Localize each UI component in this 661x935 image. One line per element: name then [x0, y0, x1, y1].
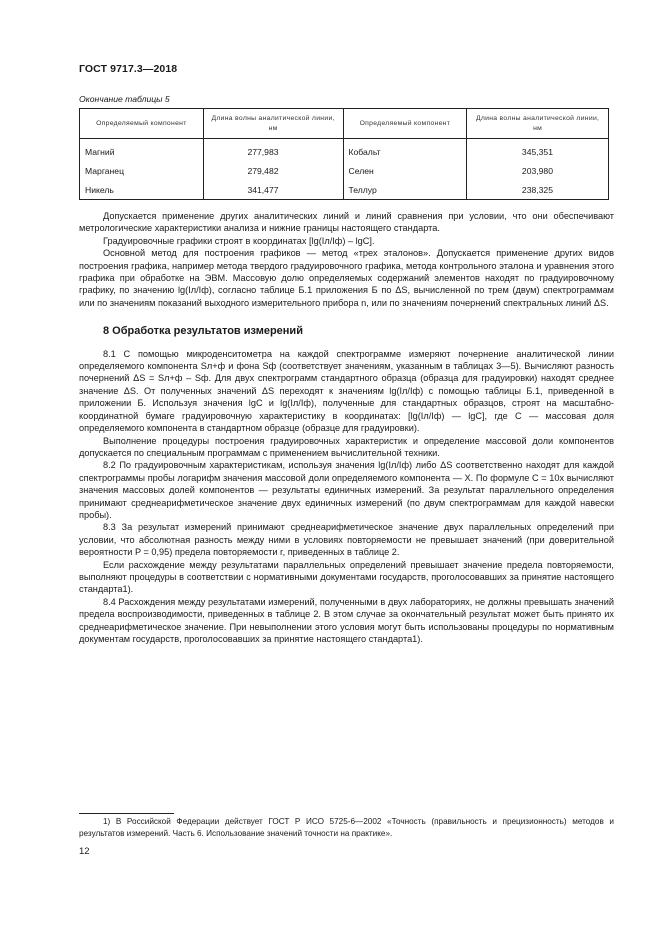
paragraph: Допускается применение других аналитических линий и линий сравнения при условии, что они обеспечивают метрологические характеристики анализа и нижние границы настоящего стандарта.: [79, 211, 614, 234]
table-header-cell: Длина волны аналитической линии, нм: [467, 109, 609, 139]
footnote-divider: [79, 813, 174, 814]
paragraph: Градуировочные графики строят в координатах [lg(Iл/Iф) – lgC].: [103, 235, 375, 246]
document-header: ГОСТ 9717.3—2018: [79, 63, 178, 75]
table-cell: Селен: [343, 161, 467, 180]
table-cell: 341,477: [203, 180, 343, 200]
table-cell: Кобальт: [343, 139, 467, 162]
table-header-cell: Определяемый компонент: [343, 109, 467, 139]
paragraph: 8.2 По градуировочным характеристикам, используя значения lg(Iл/Iф) либо ΔS соответственно находят для каждой спектрограммы пробы логарифм значения массовой доли определяемого компонента — X. По формуле C = 10x вычисляют значения массовых долей компонентов — результаты единичных измерений. За результат параллельного определения принимают среднеарифметическое значение двух единичных измерений (по двум спектрограммам для каждой навески пробы).: [79, 460, 614, 520]
table-header-cell: Длина волны аналитической линии, нм: [203, 109, 343, 139]
paragraph: 8.1 С помощью микроденситометра на каждой спектрограмме измеряют почернение аналитической линии определяемого компонента Sл+ф и фона Sф (соответствует значениям, указанным в таблицах 3—5). Вычисляют разность почернений ΔS = Sл+ф – Sф. Для двух спектрограмм стандартного образца (образца для градуировки) находят среднее значение ΔS. От полученных значений ΔS переходят к значениям lg(Iл/Iф) с помощью таблицы Б.1, приведенной в приложении Б. Используя значения lgC и lg(Iл/Iф), полученные для стандартных образцов, строят на масштабно-координатной бумаге градуировочную характеристику в координатах: [lg(Iл/Iф) — lgC], где C — массовая доля определяемого компонента в стандартном образце (образце для градуировки).: [79, 348, 614, 434]
paragraph: 8.4 Расхождения между результатами измерений, полученными в двух лабораториях, не должны превышать значений предела воспроизводимости, приведенных в таблице 2. В этом случае за окончательный результат может быть принято их среднеарифметическое значение. При невыполнении этого условия могут быть использованы процедуры по нормативным документам государств, проголосовавших за принятие настоящего стандарта1).: [79, 596, 614, 644]
table-cell: 277,983: [203, 139, 343, 162]
table-cell: 345,351: [467, 139, 609, 162]
table-cell: 238,325: [467, 180, 609, 200]
table-cell: Магний: [80, 139, 204, 162]
paragraph: Основной метод для построения графиков — метод «трех эталонов». Допускается применение других видов построения графика, например метода твердого градуировочного графика, метода контрольного эталона и уравнения этого графика при обработке на ЭВМ. Массовую долю определяемых содержаний элементов находят по градуировочному графику, по значению lg(Iл/Iф), согласно таблице Б.1 приложения Б по ΔS, вычисленной по трем (двум) спектрограммам или по значениям показаний выходного измерительного прибора n, или по значениям почернений спектральных линий ΔS.: [79, 248, 614, 308]
table-row: [80, 161, 609, 180]
table-row: [80, 180, 609, 200]
table-cell: 203,980: [467, 161, 609, 180]
paragraph: 8.3 За результат измерений принимают среднеарифметическое значение двух параллельных определений при условии, что абсолютная разность между ними в условиях повторяемости не превышает значений (при доверительной вероятности P = 0,95) предела повторяемости r, приведенных в таблице 2.: [79, 522, 614, 558]
section-heading: 8 Обработка результатов измерений: [103, 325, 303, 338]
page-number: 12: [79, 846, 90, 857]
table-caption: Окончание таблицы 5: [79, 94, 170, 104]
table-cell: Никель: [80, 180, 204, 200]
table-header-cell: Определяемый компонент: [80, 109, 204, 139]
table-cell: 279,482: [203, 161, 343, 180]
paragraph: Выполнение процедуры построения градуировочных характеристик и определение массовой доли компонентов допускается по специальным программам с применением вычислительной техники.: [79, 435, 614, 458]
table-header-row: [80, 109, 609, 139]
table-cell: Марганец: [80, 161, 204, 180]
footnote: [79, 816, 614, 839]
footnote-text: 1) В Российской Федерации действует ГОСТ Р ИСО 5725-6—2002 «Точность (правильность и прецизионность) методов и результатов измерений. Часть 6. Использование значений точности на практике».: [79, 817, 614, 838]
table-5: [79, 108, 609, 200]
table-row: [80, 139, 609, 162]
document-body: [79, 210, 614, 645]
paragraph: Если расхождение между результатами параллельных определений превышает значение предела повторяемости, выполняют процедуры в соответствии с нормативными документами государств, проголосовавших за принятие настоящего стандарта1).: [79, 559, 614, 595]
table-cell: Теллур: [343, 180, 467, 200]
